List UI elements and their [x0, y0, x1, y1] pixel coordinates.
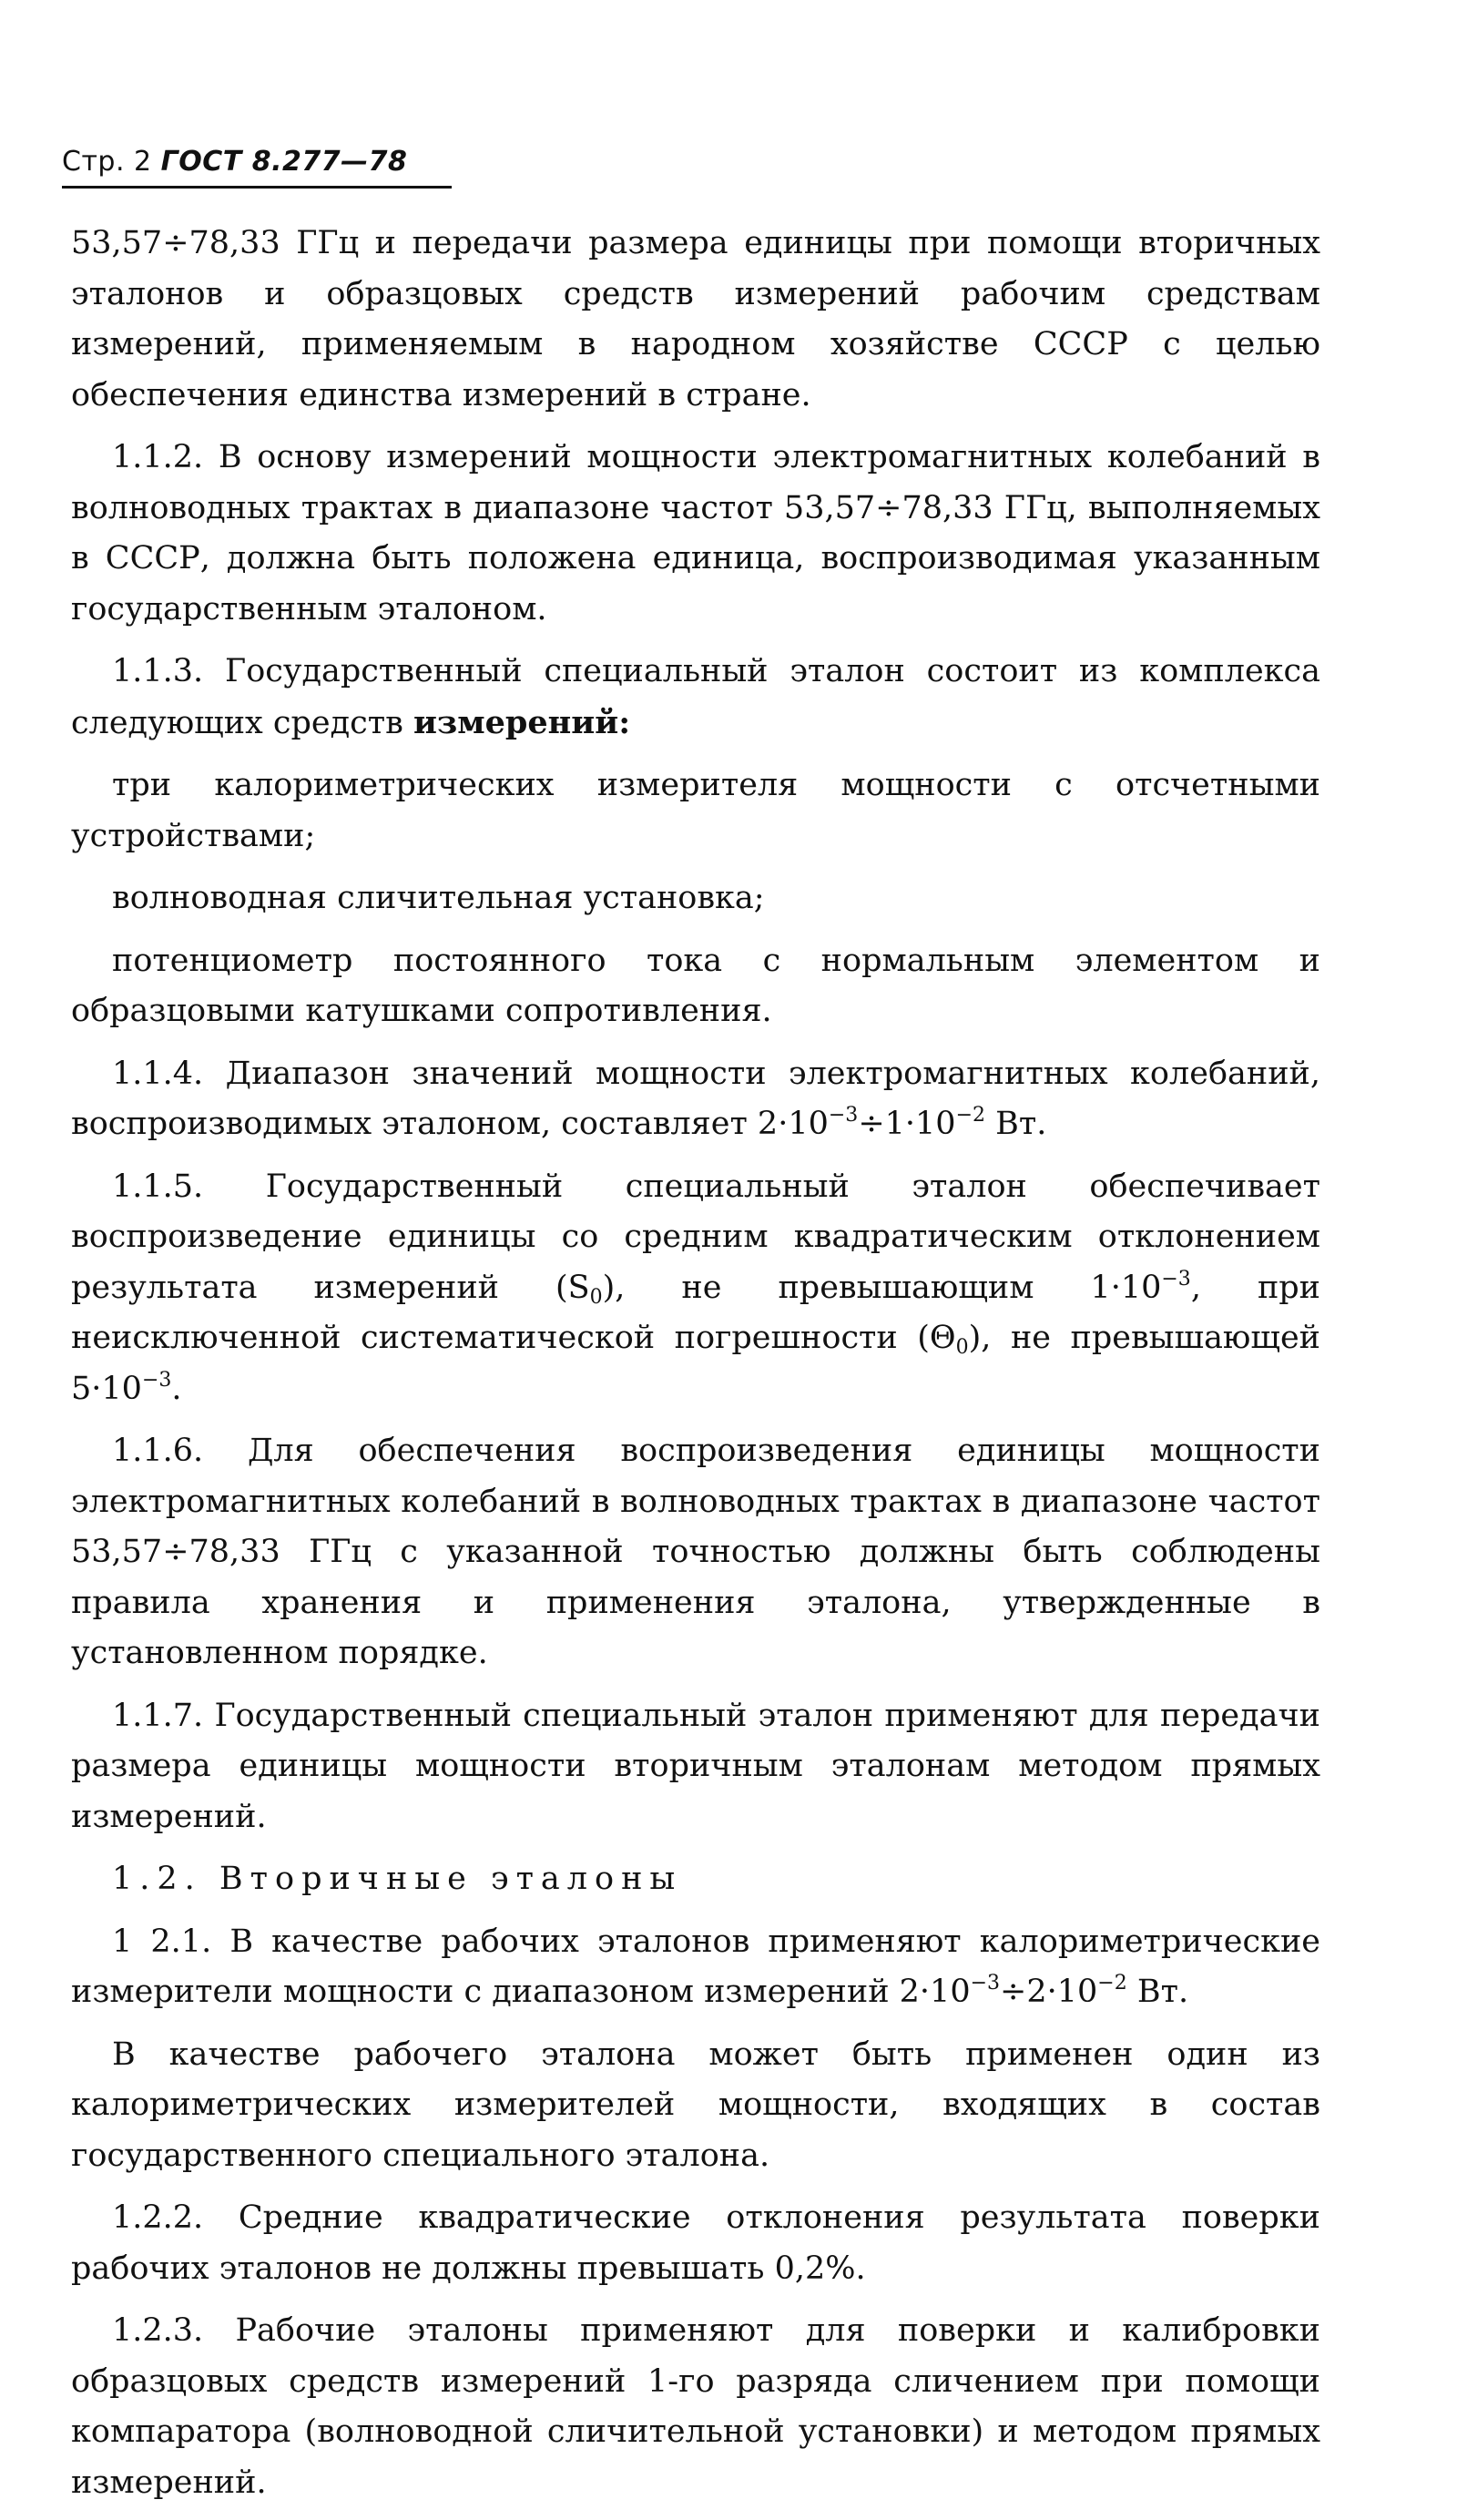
document-body	[71, 219, 1320, 2520]
list-item-potentiometer: потенциометр постоянного тока с нормальным элементом и образцовыми катушками сопротивления.	[71, 942, 1320, 1029]
paragraph-intro-continued: 53,57÷78,33 ГГц и передачи размера единицы при помощи вторичных эталонов и образцовых средств измерений рабочим средствам измерений, применяемым в народном хозяйстве СССР с целью обеспечения единства измерений в стране.	[71, 225, 1320, 413]
paragraph-1-1-3-bold: измерений:	[413, 703, 631, 741]
paragraph-1-2-3: 1.2.3. Рабочие эталоны применяют для поверки и калибровки образцовых средств измерений 1-го разряда сличением при помощи компаратора (волноводной сличительной установки) и методом прямых измерений.	[71, 2312, 1320, 2501]
p6-text-c: Вт.	[985, 1106, 1047, 1142]
list-item-calorimeters: три калориметрических измерителя мощности с отсчетными устройствами;	[71, 767, 1320, 854]
p7-text-d: ), не превышающей 5·10	[71, 1320, 1320, 1407]
page-header	[62, 146, 407, 178]
p6-exponent-1: −3	[828, 1104, 859, 1127]
paragraph-working-standard: В качестве рабочего эталона может быть применен один из калориметрических измерителей мощности, входящих в состав государственного специального эталона.	[71, 2035, 1320, 2174]
p11-text-c: Вт.	[1126, 1974, 1189, 2010]
p7-text-a: 1.1.5. Государственный специальный эталон обеспечивает воспроизведение единицы со средним квадратическим отклонением результата измерений (S	[71, 1168, 1320, 1306]
standard-number: ГОСТ 8.277—78	[160, 146, 408, 178]
paragraph-1-2-2: 1.2.2. Средние квадратические отклонения результата поверки рабочих эталонов не должны превышать 0,2%.	[71, 2199, 1320, 2287]
p6-exponent-2: −2	[955, 1104, 986, 1127]
paragraph-1-1-3-text: 1.1.3. Государственный специальный эталон состоит из комплекса следующих средств	[71, 653, 1320, 741]
page-number: Стр. 2	[62, 146, 152, 178]
p11-exponent-1: −3	[970, 1972, 1001, 1995]
paragraph-1-1-6: 1.1.6. Для обеспечения воспроизведения единицы мощности электромагнитных колебаний в волноводных трактах в диапазоне частот 53,57÷78,33 ГГц с указанной точностью должны быть соблюдены правила хранения и применения эталона, утвержденные в установленном порядке.	[71, 1433, 1320, 1671]
paragraph-1-2-1	[71, 1917, 1320, 2018]
section-title-secondary-standards: 1.2. Вторичные эталоны	[112, 1861, 683, 1897]
p7-subscript-1: 0	[589, 1285, 603, 1309]
p7-text-b: ), не превышающим 1·10	[602, 1269, 1162, 1306]
header-rule	[62, 186, 452, 189]
paragraph-1-1-3	[71, 647, 1320, 749]
p6-text-b: ÷1·10	[858, 1106, 956, 1142]
p11-text-b: ÷2·10	[1000, 1974, 1098, 2010]
paragraph-1-1-7: 1.1.7. Государственный специальный эталон применяют для передачи размера единицы мощности вторичным эталонам методом прямых измерений.	[71, 1697, 1320, 1835]
p11-exponent-2: −2	[1097, 1972, 1127, 1995]
p7-exponent-2: −3	[141, 1368, 172, 1392]
p6-text-a: 1.1.4. Диапазон значений мощности электромагнитных колебаний, воспроизводимых эталоном, составляет 2·10	[71, 1055, 1320, 1142]
paragraph-1-1-5	[71, 1162, 1320, 1415]
p7-text-c: , при неисключенной систематической погрешности (Θ	[71, 1269, 1320, 1356]
p11-text-a: 1 2.1. В качестве рабочих эталонов применяют калориметрические измерители мощности с диапазоном измерений 2·10	[71, 1923, 1320, 2010]
p7-subscript-2: 0	[955, 1336, 969, 1359]
paragraph-1-1-2: 1.1.2. В основу измерений мощности электромагнитных колебаний в волноводных трактах в диапазоне частот 53,57÷78,33 ГГц, выполняемых в СССР, должна быть положена единица, воспроизводимая указанным государственным эталоном.	[71, 439, 1320, 627]
paragraph-1-1-4	[71, 1049, 1320, 1150]
p7-text-e: .	[171, 1370, 182, 1407]
list-item-comparator: волноводная сличительная установка;	[112, 880, 765, 916]
p7-exponent-1: −3	[1161, 1267, 1191, 1291]
